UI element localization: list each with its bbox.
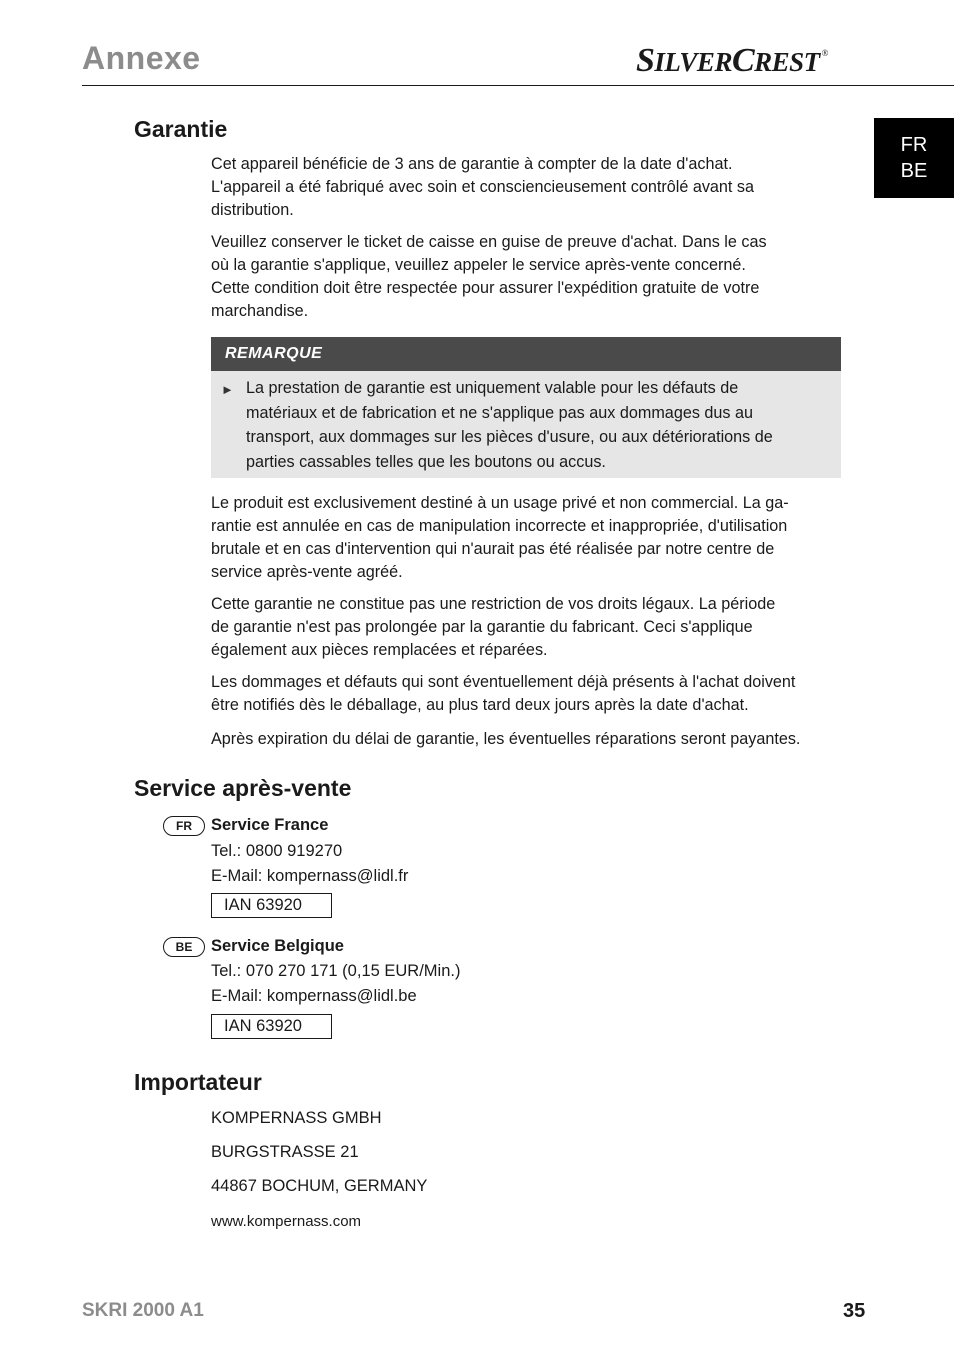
garantie-paragraph-4: Cette garantie ne constitue pas une restriction de vos droits légaux. La période de garantie n'est pas prolongée par la garantie du fabricant. Ceci s'applique également aux pièces remplacées et réparées. (211, 595, 776, 659)
garantie-paragraph-6: Après expiration du délai de garantie, les éventuelles réparations seront payantes. (211, 730, 801, 748)
page-section-title: Annexe (82, 40, 201, 76)
importer-city: 44867 BOCHUM, GERMANY (211, 1177, 428, 1195)
remarque-header: REMARQUE (211, 337, 841, 371)
garantie-paragraph-3: Le produit est exclusivement destiné à un usage privé et non commercial. La ga- rantie est annulée en cas de manipulation incorrecte et inappropriée, d'utilisation brutale et en cas d'intervention qui n'aurait pas été réalisée par notre centre de service après-vente agréé. (211, 494, 789, 581)
language-tab (874, 118, 954, 198)
garantie-heading: Garantie (134, 116, 228, 142)
remarque-text: La prestation de garantie est uniquement valable pour les défauts de matériaux et de fabrication et ne s'applique pas aux dommages dus au transport, aux dommages sur les pièces d'usure, ou aux détériorations de parties cassables telles que les boutons ou accus. (246, 379, 773, 471)
service-belgique-email: E-Mail: kompernass@lidl.be (211, 987, 417, 1005)
importer-street: BURGSTRASSE 21 (211, 1143, 359, 1161)
service-belgique-tel: Tel.: 070 270 171 (0,15 EUR/Min.) (211, 962, 461, 980)
garantie-paragraph-5: Les dommages et défauts qui sont éventuellement déjà présents à l'achat doivent être notifiés dès le déballage, au plus tard deux jours après la date d'achat. (211, 673, 796, 714)
ian-number-box: IAN 63920 (211, 893, 332, 918)
language-code-be: BE (900, 160, 928, 182)
bullet-arrow-icon: ► (221, 382, 234, 397)
country-badge-be: BE (163, 937, 205, 957)
importer-website-link[interactable]: www.kompernass.com (211, 1213, 362, 1230)
brand-logo: SILVERCREST ® (636, 42, 829, 79)
page-number: 35 (843, 1300, 866, 1322)
service-france-email: E-Mail: kompernass@lidl.fr (211, 867, 409, 885)
service-france-tel: Tel.: 0800 919270 (211, 842, 343, 860)
header-divider (82, 85, 954, 86)
service-belgique-name: Service Belgique (211, 937, 344, 955)
footer-model-number: SKRI 2000 A1 (82, 1300, 204, 1321)
importer-company: KOMPERNASS GMBH (211, 1109, 382, 1127)
garantie-paragraph-2: Veuillez conserver le ticket de caisse en guise de preuve d'achat. Dans le cas où la garantie s'applique, veuillez appeler le service après-vente concerné. Cette condition doit être respectée pour assurer l'expédition gratuite de votre marchandise. (211, 233, 767, 320)
language-code-fr: FR (900, 134, 928, 156)
ian-number-box: IAN 63920 (211, 1014, 332, 1039)
importateur-heading: Importateur (134, 1069, 262, 1095)
country-badge-fr: FR (163, 816, 205, 836)
service-france-name: Service France (211, 816, 329, 834)
garantie-paragraph-1: Cet appareil bénéficie de 3 ans de garantie à compter de la date d'achat. L'appareil a été fabriqué avec soin et consciencieusement contrôlé avant sa distribution. (211, 155, 755, 219)
service-heading: Service après-vente (134, 775, 352, 801)
